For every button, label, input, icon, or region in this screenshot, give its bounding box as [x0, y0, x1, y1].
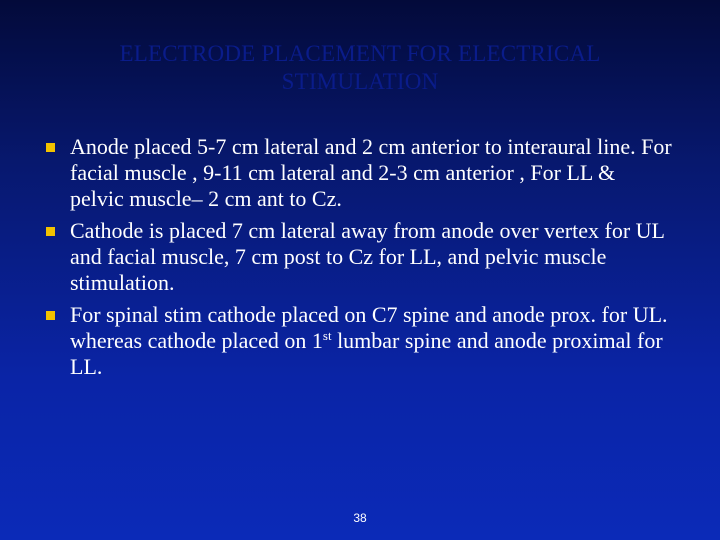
square-bullet-icon [46, 227, 55, 236]
square-bullet-icon [46, 311, 55, 320]
bullet-item [44, 302, 674, 380]
bullet-text: Cathode is placed 7 cm lateral away from anode over vertex for UL and facial muscle, 7 cm post to Cz for LL, and pelvic muscle stimulation. [70, 218, 665, 295]
slide-title: ELECTRODE PLACEMENT FOR ELECTRICAL STIMULATION [119, 41, 601, 94]
bullet-item [44, 134, 674, 212]
bullet-item [44, 218, 674, 296]
bullet-text-end: lumbar spine and anode proximal for LL. [70, 328, 663, 379]
bullet-text-start: For spinal stim cathode placed on C7 spine and anode prox. for UL. whereas cathode placed on 1 [70, 302, 668, 353]
slide-number: 38 [353, 511, 367, 525]
bullet-superscript: st [322, 328, 332, 343]
square-bullet-icon [46, 143, 55, 152]
bullet-text: Anode placed 5-7 cm lateral and 2 cm anterior to interaural line. For facial muscle , 9-11 cm lateral and 2-3 cm anterior , For LL & pelvic muscle– 2 cm ant to Cz. [70, 134, 672, 211]
bullet-list [44, 134, 674, 386]
